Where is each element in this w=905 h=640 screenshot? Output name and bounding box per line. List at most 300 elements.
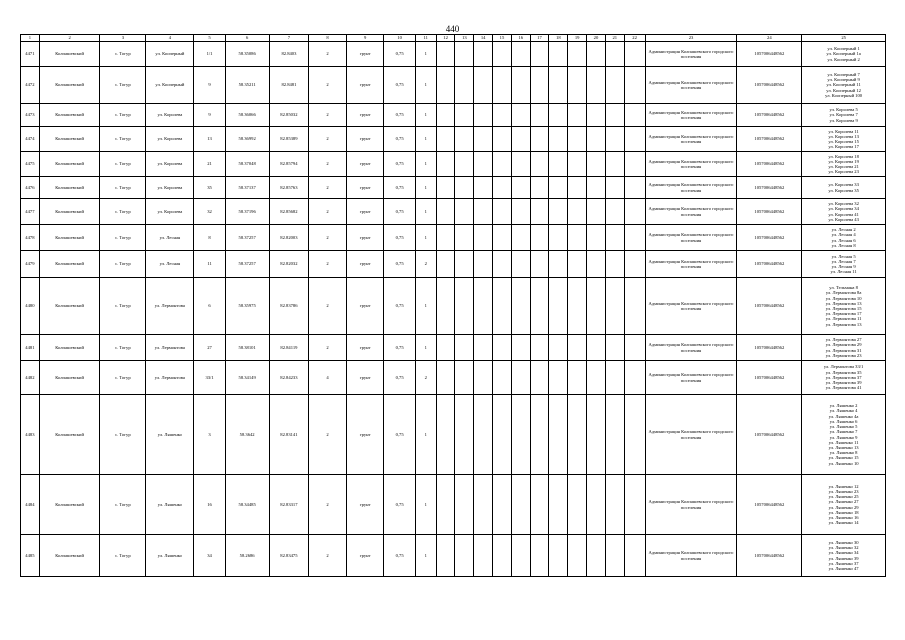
- table-row: [21, 42, 886, 67]
- empty-cell: [549, 67, 568, 104]
- served-address: ул. Ляшенко 14: [828, 520, 859, 526]
- locality-cell: с. Тогур: [100, 395, 146, 475]
- served-address: ул. Ляшенко 4: [829, 408, 858, 414]
- surface-cell: грунт: [346, 104, 384, 127]
- record-number: 4485: [21, 535, 40, 577]
- column-number: 13: [455, 35, 474, 42]
- empty-cell: [474, 535, 493, 577]
- empty-cell: [587, 535, 606, 577]
- street-cell: ул. Королева: [146, 104, 194, 127]
- empty-cell: [549, 361, 568, 395]
- locality-cell: с. Тогур: [100, 42, 146, 67]
- empty-cell: [587, 104, 606, 127]
- served-addresses-cell: [802, 335, 886, 361]
- count-cell: 2: [309, 225, 347, 251]
- district-cell: Колпашевский: [39, 335, 100, 361]
- served-address: ул. Лермонтова 29: [825, 342, 862, 348]
- count-cell: 2: [309, 42, 347, 67]
- empty-cell: [455, 278, 474, 335]
- volume-cell: 0,75: [384, 127, 415, 152]
- street-cell: ул. Королева: [146, 152, 194, 177]
- empty-cell: [436, 278, 455, 335]
- locality-cell: с. Тогур: [100, 251, 146, 278]
- empty-cell: [624, 199, 645, 225]
- latitude-cell: 58.34149: [225, 361, 269, 395]
- count-cell: 2: [309, 152, 347, 177]
- empty-cell: [511, 361, 530, 395]
- inn-cell: 1057006448562: [737, 278, 802, 335]
- owner-cell: Администрация Колпашевского городского поселения: [645, 42, 737, 67]
- volume-cell: 0,75: [384, 152, 415, 177]
- containers-cell: 1: [415, 475, 436, 535]
- house-cell: 27: [194, 335, 225, 361]
- empty-cell: [568, 278, 587, 335]
- served-address: ул. Ляшенко 10: [828, 460, 859, 466]
- empty-cell: [624, 225, 645, 251]
- empty-cell: [549, 335, 568, 361]
- table-row: [21, 225, 886, 251]
- empty-cell: [436, 42, 455, 67]
- empty-cell: [493, 199, 512, 225]
- served-addresses-cell: [802, 225, 886, 251]
- volume-cell: 0,75: [384, 335, 415, 361]
- served-address: ул. Королева 43: [828, 216, 859, 222]
- count-cell: 2: [309, 104, 347, 127]
- empty-cell: [568, 152, 587, 177]
- empty-cell: [605, 278, 624, 335]
- empty-cell: [493, 67, 512, 104]
- owner-cell: Администрация Колпашевского городского поселения: [645, 361, 737, 395]
- served-address: ул. Королева 5: [829, 107, 858, 113]
- served-address: ул. Ляшенко 7: [829, 429, 858, 435]
- record-number: 4484: [21, 475, 40, 535]
- record-number: 4473: [21, 104, 40, 127]
- count-cell: 2: [309, 127, 347, 152]
- longitude-cell: 82.85763: [269, 177, 309, 199]
- district-cell: Колпашевский: [39, 152, 100, 177]
- served-address: ул. Лермонтова 13: [825, 300, 862, 306]
- owner-cell: Администрация Колпашевского городского поселения: [645, 278, 737, 335]
- empty-cell: [455, 335, 474, 361]
- empty-cell: [624, 67, 645, 104]
- street-cell: ул. Лесная: [146, 225, 194, 251]
- column-number: 5: [194, 35, 225, 42]
- served-address: ул. Лермонтова 10: [825, 295, 862, 301]
- page-number: 440: [445, 24, 460, 34]
- column-number: 22: [624, 35, 645, 42]
- empty-cell: [587, 361, 606, 395]
- column-number: 20: [587, 35, 606, 42]
- column-number: 6: [225, 35, 269, 42]
- volume-cell: 0,75: [384, 67, 415, 104]
- record-number: 4477: [21, 199, 40, 225]
- served-address: ул. Ляшенко 2: [829, 403, 858, 409]
- table-body: [21, 42, 886, 577]
- column-number: 11: [415, 35, 436, 42]
- record-number: 4482: [21, 361, 40, 395]
- locality-cell: с. Тогур: [100, 152, 146, 177]
- served-address: ул. Лесная 6: [831, 237, 856, 243]
- empty-cell: [455, 535, 474, 577]
- street-cell: ул. Лермонтова: [146, 335, 194, 361]
- house-cell: 13: [194, 127, 225, 152]
- empty-cell: [605, 535, 624, 577]
- register-table: [20, 34, 886, 577]
- longitude-cell: 82.83141: [269, 395, 309, 475]
- column-number: 17: [530, 35, 549, 42]
- empty-cell: [474, 67, 493, 104]
- inn-cell: 1057006448562: [737, 535, 802, 577]
- empty-cell: [436, 395, 455, 475]
- locality-cell: с. Тогур: [100, 127, 146, 152]
- served-address: ул. Королева 34: [828, 206, 859, 212]
- table-row: [21, 361, 886, 395]
- latitude-cell: 58.38101: [225, 335, 269, 361]
- empty-cell: [493, 177, 512, 199]
- empty-cell: [530, 535, 549, 577]
- containers-cell: 2: [415, 251, 436, 278]
- empty-cell: [530, 335, 549, 361]
- surface-cell: грунт: [346, 199, 384, 225]
- inn-cell: 1057006448562: [737, 475, 802, 535]
- served-address: ул. Лесная 9: [831, 264, 856, 269]
- served-address: ул. Лермонтова 17: [825, 311, 862, 317]
- served-address: ул. Лермонтова 8а: [825, 290, 862, 296]
- record-number: 4472: [21, 67, 40, 104]
- surface-cell: грунт: [346, 152, 384, 177]
- table-row: [21, 199, 886, 225]
- district-cell: Колпашевский: [39, 535, 100, 577]
- empty-cell: [624, 104, 645, 127]
- house-cell: 16: [194, 475, 225, 535]
- empty-cell: [530, 67, 549, 104]
- latitude-cell: 58.34485: [225, 475, 269, 535]
- empty-cell: [436, 335, 455, 361]
- house-cell: 3: [194, 395, 225, 475]
- empty-cell: [436, 152, 455, 177]
- locality-cell: с. Тогур: [100, 225, 146, 251]
- house-cell: 9: [194, 104, 225, 127]
- empty-cell: [493, 42, 512, 67]
- locality-cell: с. Тогур: [100, 535, 146, 577]
- containers-cell: 1: [415, 335, 436, 361]
- empty-cell: [568, 535, 587, 577]
- district-cell: Колпашевский: [39, 127, 100, 152]
- empty-cell: [493, 127, 512, 152]
- empty-cell: [549, 278, 568, 335]
- served-addresses-cell: [802, 199, 886, 225]
- served-address: ул. Ляшенко 47: [828, 565, 859, 571]
- served-address: ул. Ляшенко 18: [828, 509, 859, 515]
- surface-cell: грунт: [346, 535, 384, 577]
- house-cell: 11: [194, 251, 225, 278]
- served-address: ул. Королева 32: [828, 201, 859, 207]
- served-address: ул. Ляшенко 39: [828, 555, 859, 561]
- volume-cell: 0,75: [384, 104, 415, 127]
- empty-cell: [605, 395, 624, 475]
- surface-cell: грунт: [346, 225, 384, 251]
- column-number: 15: [493, 35, 512, 42]
- empty-cell: [511, 251, 530, 278]
- inn-cell: 1057006448562: [737, 104, 802, 127]
- served-address: ул. Лесная 2: [831, 227, 856, 233]
- empty-cell: [605, 225, 624, 251]
- served-address: ул. Тельмана 8: [829, 285, 858, 291]
- volume-cell: 0,75: [384, 251, 415, 278]
- inn-cell: 1057006448562: [737, 42, 802, 67]
- empty-cell: [549, 225, 568, 251]
- empty-cell: [455, 361, 474, 395]
- empty-cell: [549, 199, 568, 225]
- empty-cell: [493, 535, 512, 577]
- volume-cell: 0,75: [384, 278, 415, 335]
- longitude-cell: 82.85682: [269, 199, 309, 225]
- empty-cell: [436, 225, 455, 251]
- empty-cell: [530, 177, 549, 199]
- surface-cell: грунт: [346, 67, 384, 104]
- served-address: ул. Королева 15: [828, 139, 859, 144]
- empty-cell: [587, 67, 606, 104]
- served-address: ул. Ляшенко 9: [829, 434, 858, 440]
- served-addresses-cell: [802, 67, 886, 104]
- house-cell: 34: [194, 535, 225, 577]
- inn-cell: 1057006448562: [737, 225, 802, 251]
- empty-cell: [436, 535, 455, 577]
- empty-cell: [511, 177, 530, 199]
- volume-cell: 0,75: [384, 395, 415, 475]
- empty-cell: [511, 152, 530, 177]
- latitude-cell: 58.2686: [225, 535, 269, 577]
- district-cell: Колпашевский: [39, 177, 100, 199]
- served-address: ул. Ляшенко 13: [828, 444, 859, 450]
- table-row: [21, 335, 886, 361]
- surface-cell: грунт: [346, 127, 384, 152]
- empty-cell: [624, 251, 645, 278]
- served-address: ул. Лесная 5: [831, 253, 856, 259]
- latitude-cell: 58.37257: [225, 225, 269, 251]
- empty-cell: [605, 152, 624, 177]
- served-address: ул. Королева 18: [828, 153, 859, 159]
- containers-cell: 1: [415, 67, 436, 104]
- empty-cell: [568, 199, 587, 225]
- empty-cell: [587, 395, 606, 475]
- surface-cell: грунт: [346, 42, 384, 67]
- empty-cell: [605, 67, 624, 104]
- empty-cell: [530, 475, 549, 535]
- inn-cell: 1057006448562: [737, 395, 802, 475]
- served-address: ул. Ляшенко 23: [828, 488, 859, 494]
- served-address: ул. Лесная 11: [830, 269, 857, 275]
- column-number: 8: [309, 35, 347, 42]
- empty-cell: [624, 361, 645, 395]
- locality-cell: с. Тогур: [100, 475, 146, 535]
- surface-cell: грунт: [346, 177, 384, 199]
- volume-cell: 0,75: [384, 42, 415, 67]
- empty-cell: [493, 152, 512, 177]
- served-address: ул. Королева 41: [828, 211, 859, 217]
- longitude-cell: 82.82003: [269, 225, 309, 251]
- empty-cell: [493, 361, 512, 395]
- latitude-cell: 58.36992: [225, 127, 269, 152]
- column-number: 16: [511, 35, 530, 42]
- record-number: 4476: [21, 177, 40, 199]
- count-cell: 2: [309, 535, 347, 577]
- owner-cell: Администрация Колпашевского городского поселения: [645, 535, 737, 577]
- containers-cell: 1: [415, 152, 436, 177]
- served-address: ул. Кооперный 1: [827, 46, 860, 52]
- longitude-cell: 82.84233: [269, 361, 309, 395]
- column-number: 14: [474, 35, 493, 42]
- served-address: ул. Лермонтова 39: [825, 380, 862, 386]
- column-number: 18: [549, 35, 568, 42]
- containers-cell: 1: [415, 535, 436, 577]
- owner-cell: Администрация Колпашевского городского поселения: [645, 225, 737, 251]
- count-cell: 4: [309, 361, 347, 395]
- street-cell: ул. Ляшенко: [146, 475, 194, 535]
- record-number: 4474: [21, 127, 40, 152]
- containers-cell: 1: [415, 104, 436, 127]
- served-address: ул. Кооперный 100: [825, 92, 863, 98]
- locality-cell: с. Тогур: [100, 177, 146, 199]
- table-row: [21, 67, 886, 104]
- empty-cell: [530, 42, 549, 67]
- latitude-cell: 58.37048: [225, 152, 269, 177]
- street-cell: ул. Лермонтова: [146, 278, 194, 335]
- served-address: ул. Кооперный 11: [826, 82, 861, 88]
- longitude-cell: 82.85032: [269, 104, 309, 127]
- count-cell: 2: [309, 475, 347, 535]
- served-address: ул. Лермонтова 23: [825, 352, 862, 358]
- empty-cell: [624, 127, 645, 152]
- served-address: ул. Лесная 4: [831, 232, 856, 238]
- empty-cell: [624, 335, 645, 361]
- empty-cell: [530, 104, 549, 127]
- served-addresses-cell: [802, 177, 886, 199]
- empty-cell: [511, 67, 530, 104]
- locality-cell: с. Тогур: [100, 199, 146, 225]
- table-row: [21, 535, 886, 577]
- served-address: ул. Королева 7: [829, 112, 858, 118]
- column-number: 1: [21, 35, 40, 42]
- column-number: 10: [384, 35, 415, 42]
- column-number: 4: [146, 35, 194, 42]
- inn-cell: 1057006448562: [737, 67, 802, 104]
- served-addresses-cell: [802, 42, 886, 67]
- served-address: ул. Ляшенко 37: [828, 560, 859, 566]
- district-cell: Колпашевский: [39, 42, 100, 67]
- empty-cell: [624, 152, 645, 177]
- street-cell: ул. Лесная: [146, 251, 194, 278]
- empty-cell: [530, 361, 549, 395]
- longitude-cell: 82.8403: [269, 42, 309, 67]
- served-address: ул. Королева 21: [828, 164, 859, 169]
- served-addresses-cell: [802, 251, 886, 278]
- served-address: ул. Ляшенко 12: [828, 483, 859, 489]
- empty-cell: [568, 42, 587, 67]
- served-address: ул. Лермонтова 31: [825, 347, 862, 353]
- count-cell: 2: [309, 251, 347, 278]
- served-address: ул. Ляшенко 34: [828, 550, 859, 556]
- surface-cell: грунт: [346, 335, 384, 361]
- street-cell: ул. Кооперный: [146, 67, 194, 104]
- empty-cell: [474, 225, 493, 251]
- empty-cell: [455, 104, 474, 127]
- served-address: ул. Лесная 8: [831, 242, 856, 248]
- served-address: ул. Лермонтова 15: [825, 306, 862, 311]
- locality-cell: с. Тогур: [100, 335, 146, 361]
- locality-cell: с. Тогур: [100, 278, 146, 335]
- served-addresses-cell: [802, 535, 886, 577]
- empty-cell: [530, 251, 549, 278]
- served-address: ул. Лермонтова 27: [825, 337, 862, 343]
- empty-cell: [511, 535, 530, 577]
- served-address: ул. Лермонтова 33/1: [823, 364, 864, 370]
- inn-cell: 1057006448562: [737, 361, 802, 395]
- served-addresses-cell: [802, 104, 886, 127]
- served-addresses-cell: [802, 361, 886, 395]
- longitude-cell: 82.85389: [269, 127, 309, 152]
- empty-cell: [549, 475, 568, 535]
- owner-cell: Администрация Колпашевского городского поселения: [645, 67, 737, 104]
- empty-cell: [455, 127, 474, 152]
- owner-cell: Администрация Колпашевского городского поселения: [645, 177, 737, 199]
- volume-cell: 0,75: [384, 475, 415, 535]
- empty-cell: [474, 361, 493, 395]
- empty-cell: [493, 475, 512, 535]
- empty-cell: [436, 361, 455, 395]
- containers-cell: 1: [415, 395, 436, 475]
- surface-cell: грунт: [346, 475, 384, 535]
- empty-cell: [455, 251, 474, 278]
- empty-cell: [493, 395, 512, 475]
- served-address: ул. Королева 9: [829, 117, 858, 123]
- empty-cell: [568, 177, 587, 199]
- inn-cell: 1057006448562: [737, 177, 802, 199]
- served-address: ул. Ляшенко 8: [829, 450, 858, 456]
- served-address: ул. Королева 33: [828, 182, 859, 188]
- served-address: ул. Ляшенко 6: [829, 418, 858, 424]
- served-address: ул. Лермонтова 35: [825, 369, 862, 375]
- served-addresses-cell: [802, 395, 886, 475]
- table-row: [21, 177, 886, 199]
- empty-cell: [493, 225, 512, 251]
- longitude-cell: 82.83317: [269, 475, 309, 535]
- column-number: 9: [346, 35, 384, 42]
- empty-cell: [530, 278, 549, 335]
- served-address: ул. Ляшенко 16: [828, 514, 859, 520]
- empty-cell: [605, 335, 624, 361]
- empty-cell: [568, 225, 587, 251]
- containers-cell: 2: [415, 361, 436, 395]
- column-number-row: [21, 35, 886, 42]
- empty-cell: [511, 104, 530, 127]
- district-cell: Колпашевский: [39, 251, 100, 278]
- served-address: ул. Ляшенко 11: [828, 439, 859, 445]
- house-cell: 33/1: [194, 361, 225, 395]
- house-cell: 35: [194, 177, 225, 199]
- empty-cell: [568, 395, 587, 475]
- latitude-cell: 58.37196: [225, 199, 269, 225]
- district-cell: Колпашевский: [39, 395, 100, 475]
- served-address: ул. Лермонтова 13: [825, 321, 862, 327]
- empty-cell: [587, 199, 606, 225]
- inn-cell: 1057006448562: [737, 152, 802, 177]
- count-cell: 2: [309, 395, 347, 475]
- served-addresses-cell: [802, 127, 886, 152]
- served-address: ул. Лесная 7: [831, 258, 856, 264]
- street-cell: ул. Королева: [146, 127, 194, 152]
- surface-cell: грунт: [346, 395, 384, 475]
